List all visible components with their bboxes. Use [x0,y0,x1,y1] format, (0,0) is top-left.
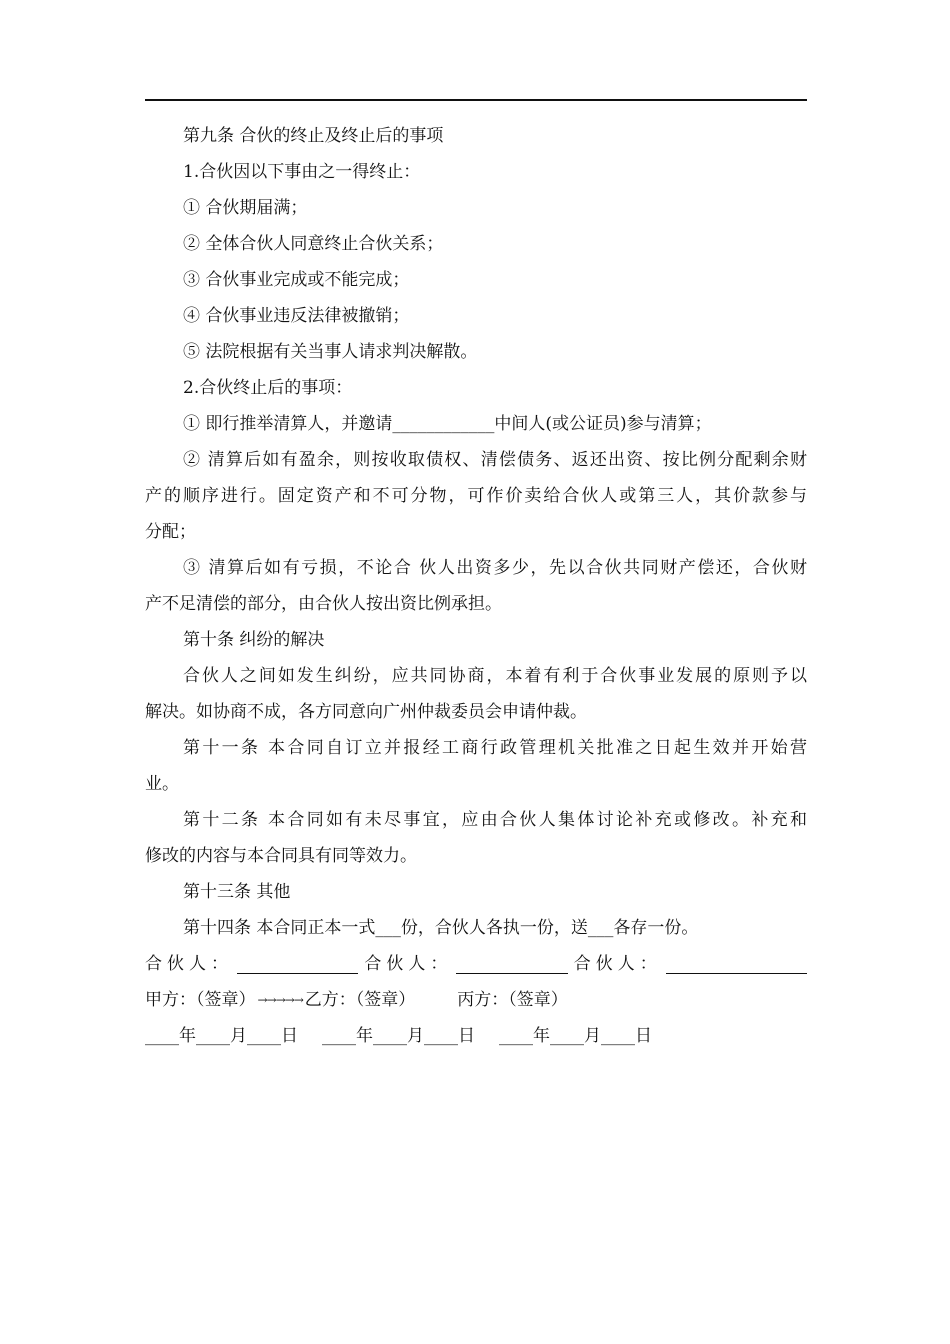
party-c-seal: 丙方：（签章） [457,990,568,1010]
text-line: 1.合伙因以下事由之一得终止： [183,162,421,182]
party-b-seal: 乙方：（签章） [304,990,416,1010]
text-line: ③ 合伙事业完成或不能完成； [183,270,410,290]
partner-label-1: 合伙人： [145,954,233,974]
partner-signature-row [145,946,807,982]
text-line: 第十三条 其他 [183,882,291,902]
text-line: ⑤ 法院根据有关当事人请求判决解散。 [183,342,478,362]
text-line: ① 合伙期届满； [183,198,308,218]
contract-body [145,118,807,1054]
partner-label-3: 合伙人： [573,954,662,974]
party-a-seal: 甲方：（签章） [145,990,256,1010]
date-field-2: ____年____月____日 [322,1026,475,1046]
text-line: ② 清算后如有盈余，则按收取债权、清偿债务、返还出资、按比例分配剩余财 [183,450,807,470]
text-line: 第十四条 本合同正本一式___份，合伙人各执一份，送___各存一份。 [183,918,699,938]
partner-blank-3 [666,955,807,974]
text-line: 第十二条 本合同如有未尽事宜，应由合伙人集体讨论补充或修改。补充和 [183,810,807,830]
date-field-1: ____年____月____日 [145,1026,298,1046]
partner-label-2: 合伙人： [364,954,453,974]
text-line: 第九条 合伙的终止及终止后的事项 [183,126,444,146]
text-line: 产不足清偿的部分，由合伙人按出资比例承担。 [145,594,502,614]
text-line: 产的顺序进行。固定资产和不可分物，可作价卖给合伙人或第三人，其价款参与 [145,486,807,506]
text-line: 2.合伙终止后的事项： [183,378,353,398]
text-line: 第十条 纠纷的解决 [183,630,325,650]
text-line: 分配； [145,522,196,542]
text-line: 合伙人之间如发生纠纷，应共同协商，本着有利于合伙事业发展的原则予以 [183,666,807,686]
text-line: ③ 清算后如有亏损，不论合 伙人出资多少，先以合伙共同财产偿还，合伙财 [183,558,807,578]
date-field-3: ____年____月____日 [499,1026,652,1046]
text-line: 修改的内容与本合同具有同等效力。 [145,846,417,866]
arrow-marks: →→→→→ [257,993,303,1007]
text-line: 解决。如协商不成，各方同意向广州仲裁委员会申请仲裁。 [145,702,587,722]
contract-text [145,118,807,946]
partner-blank-1 [237,955,358,974]
text-line: ④ 合伙事业违反法律被撤销； [183,306,410,326]
text-line: ② 全体合伙人同意终止合伙关系； [183,234,444,254]
header-rule [145,99,807,101]
text-line: ① 即行推举清算人，并邀请____________中间人(或公证员)参与清算； [183,414,712,434]
party-signature-row [145,982,807,1018]
text-line: 业。 [145,774,179,794]
text-line: 第十一条 本合同自订立并报经工商行政管理机关批准之日起生效并开始营 [183,738,807,758]
partner-blank-2 [456,955,567,974]
date-row [145,1018,807,1054]
